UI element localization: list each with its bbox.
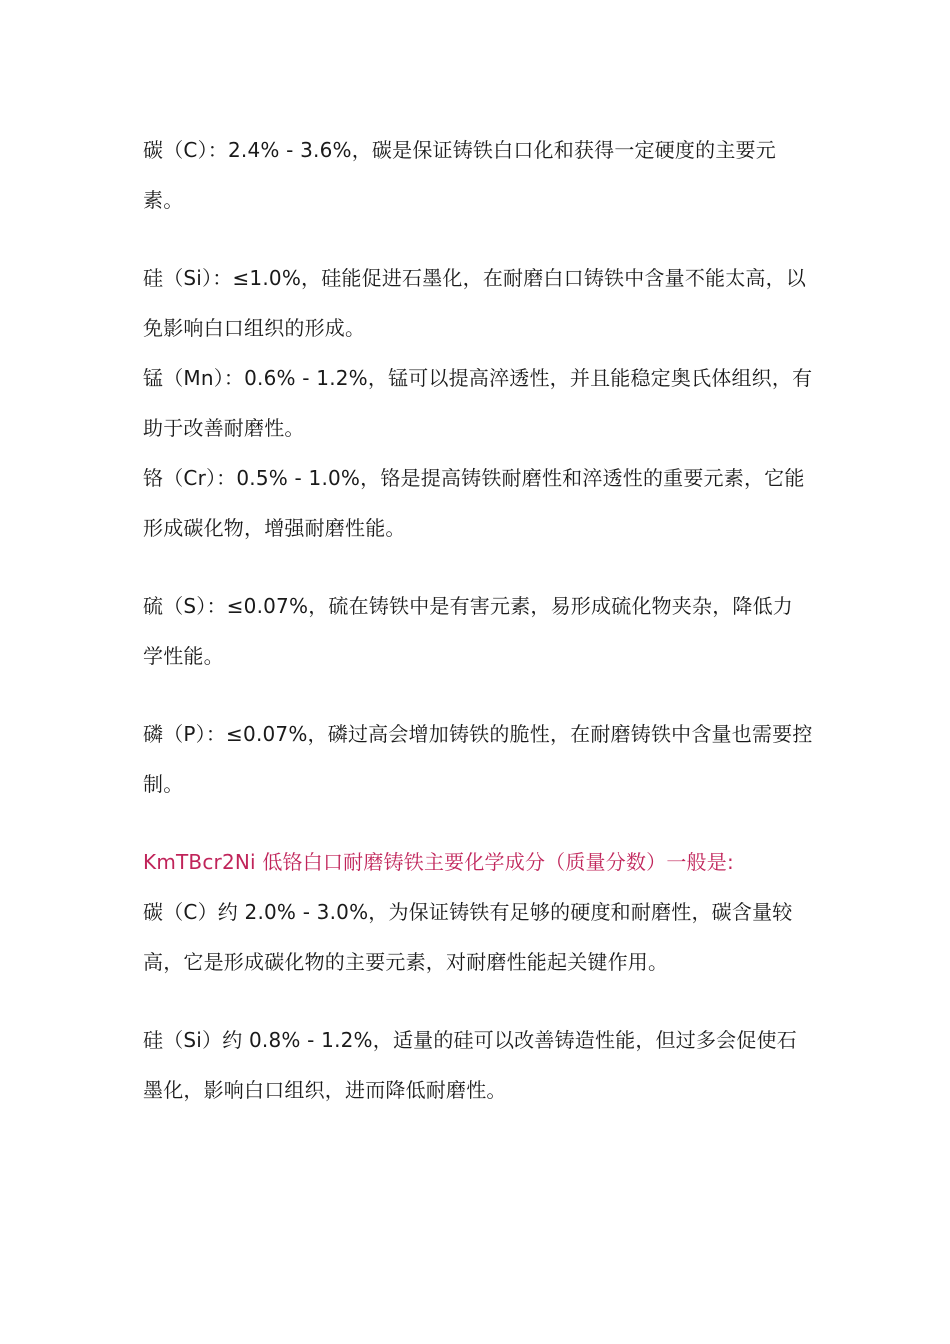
paragraph-manganese: 锰（Mn）：0.6% - 1.2%，锰可以提高淬透性，并且能稳定奥氏体组织，有助于改善耐磨性。	[143, 366, 813, 440]
paragraph-phosphorus: 磷（P）：≤0.07%，磷过高会增加铸铁的脆性，在耐磨铸铁中含量也需要控制。	[143, 722, 813, 796]
section-paragraph-carbon: 碳（C）约 2.0% - 3.0%，为保证铸铁有足够的硬度和耐磨性，碳含量较高，它是形成碳化物的主要元素，对耐磨性能起关键作用。	[143, 900, 793, 974]
paragraph-chromium: 铬（Cr）：0.5% - 1.0%，铬是提高铸铁耐磨性和淬透性的重要元素，它能形成碳化物，增强耐磨性能。	[143, 466, 805, 540]
section-heading: KmTBcr2Ni 低铬白口耐磨铸铁主要化学成分（质量分数）一般是:	[143, 850, 734, 874]
section-paragraph-silicon: 硅（Si）约 0.8% - 1.2%，适量的硅可以改善铸造性能，但过多会促使石墨化，影响白口组织，进而降低耐磨性。	[143, 1028, 797, 1102]
paragraph-sulfur: 硫（S）：≤0.07%，硫在铸铁中是有害元素，易形成硫化物夹杂，降低力学性能。	[143, 594, 793, 668]
paragraph-silicon: 硅（Si）：≤1.0%，硅能促进石墨化，在耐磨白口铸铁中含量不能太高，以免影响白口组织的形成。	[143, 266, 807, 340]
paragraph-carbon: 碳（C）：2.4% - 3.6%，碳是保证铸铁白口化和获得一定硬度的主要元素。	[143, 138, 776, 212]
